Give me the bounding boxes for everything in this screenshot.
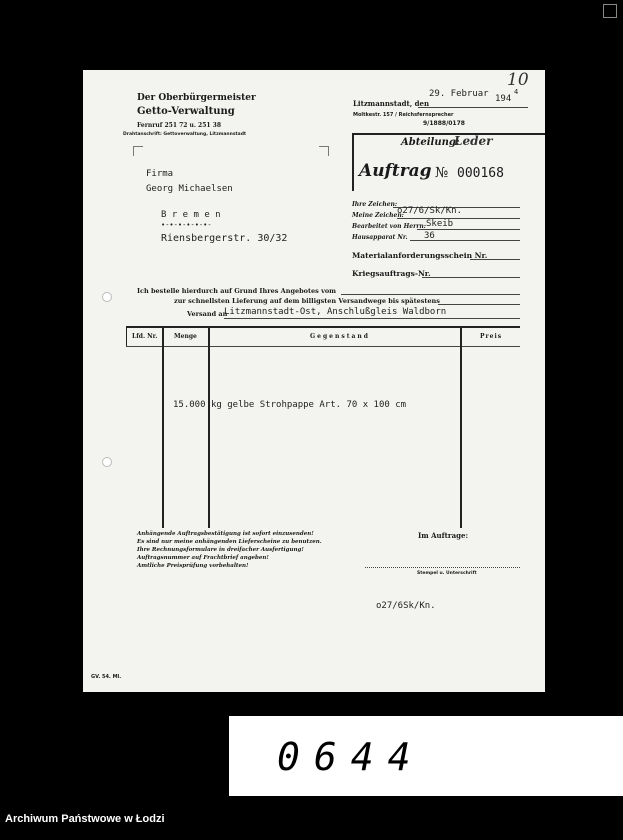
body-line-2: zur schnellsten Lieferung auf dem billigsten Versandwege bis spätestens (174, 297, 440, 305)
abteilung-value: Leder (454, 134, 493, 148)
table-row-menge: 15.000 (173, 400, 206, 410)
material-line (470, 259, 520, 260)
table-col-0 (126, 326, 127, 346)
bearbeitet-value: Skeib (426, 219, 454, 229)
material-label: Materialanforderungsschein Nr. (352, 251, 488, 260)
punch-hole-top (102, 292, 112, 302)
body-line-1-rule (341, 294, 520, 295)
order-number-prefix: № (435, 165, 449, 181)
date-underline (418, 107, 528, 108)
table-header-menge: Menge (174, 333, 197, 340)
handwritten-page-number: 10 (507, 70, 529, 90)
letterhead-phone: Fernruf 251 72 u. 251 38 (137, 122, 222, 129)
address-corner-tr (319, 146, 329, 156)
bearbeitet-line (417, 229, 520, 230)
address-corner-tl (133, 146, 143, 156)
address-line: Moltkestr. 157 / Reichsfernsprecher (353, 112, 454, 118)
body-line-1: Ich bestelle hierdurch auf Grund Ihres Angebotes vom (137, 287, 337, 295)
order-number: 000168 (457, 166, 504, 181)
note-2: Es sind nur meine anhängenden Lieferscheine zu benutzen. (137, 539, 322, 545)
letterhead-subtitle: Getto-Verwaltung (137, 106, 235, 117)
corner-mark (603, 4, 617, 18)
hausapparat-value: 36 (424, 231, 435, 241)
note-4: Auftragsnummer auf Frachtbrief angeben! (137, 555, 269, 561)
letterhead-title: Der Oberbürgermeister (137, 93, 256, 103)
table-col-3 (460, 326, 462, 528)
hausapparat-label: Hausapparat Nr. (352, 234, 408, 241)
table-col-1 (162, 326, 164, 528)
note-5: Amtliche Preisprüfung vorbehalten! (137, 563, 249, 569)
frame-number: 0644 (277, 735, 425, 779)
recipient-dashes: •-•-•-•-•-•- (161, 221, 212, 229)
recipient-name: Georg Michaelsen (146, 184, 233, 194)
table-row-gegenstand: kg gelbe Strohpappe Art. 70 x 100 cm (211, 400, 407, 410)
recipient-label: Firma (146, 169, 174, 179)
im-auftrage: Im Auftrage: (418, 531, 469, 540)
auftrag-label: Auftrag (359, 161, 432, 181)
abteilung-label: Abteilung: (401, 137, 460, 148)
hausapparat-line (410, 240, 520, 241)
versand-label: Versand an (187, 310, 228, 318)
table-col-2 (208, 326, 210, 528)
place-label: Litzmannstadt, den (353, 99, 430, 108)
note-1: Anhängende Auftragsbestätigung ist sofort einzusenden! (137, 531, 314, 537)
note-3: Ihre Rechnungsformulare in dreifacher Ausfertigung! (137, 547, 304, 553)
meine-zeichen-label: Meine Zeichen: (352, 212, 404, 219)
punch-hole-bottom (102, 457, 112, 467)
versand-rule (224, 318, 520, 319)
date-value: 29. Februar (429, 89, 489, 99)
table-header-preis: Preis (480, 333, 503, 340)
krieg-line (422, 277, 520, 278)
versand-value: Litzmannstadt-Ost, Anschlußgleis Waldborn (224, 307, 447, 317)
year-prefix: 194 (495, 94, 512, 104)
year-digit: 4 (514, 88, 519, 96)
form-code: GV. 54. Ml. (91, 674, 122, 680)
document-sheet (83, 70, 545, 692)
bottom-reference: o27/6Sk/Kn. (376, 601, 436, 611)
meine-zeichen-line (397, 218, 520, 219)
address-number: 9/1888/0178 (423, 120, 465, 127)
recipient-city: B r e m e n (161, 210, 221, 220)
krieg-label: Kriegsauftrags-Nr. (352, 269, 431, 278)
letterhead-telegram: Drahtanschrift: Gettoverwaltung, Litzmannstadt (123, 132, 247, 137)
body-line-2-rule (438, 304, 520, 305)
recipient-street: Riensbergerstr. 30/32 (161, 233, 288, 244)
table-header-lfd: Lfd. Nr. (132, 333, 158, 340)
table-header-gegenstand: Gegenstand (310, 333, 370, 340)
stempel-label: Stempel u. Unterschrift (417, 571, 477, 576)
meine-zeichen-value: o27/6/Sk/Kn. (397, 206, 463, 216)
bearbeitet-label: Bearbeitet von Herrn: (352, 223, 427, 230)
archive-label: Archiwum Państwowe w Łodzi (5, 813, 165, 825)
ihre-zeichen-label: Ihre Zeichen: (352, 201, 398, 208)
signature-line (365, 567, 520, 568)
